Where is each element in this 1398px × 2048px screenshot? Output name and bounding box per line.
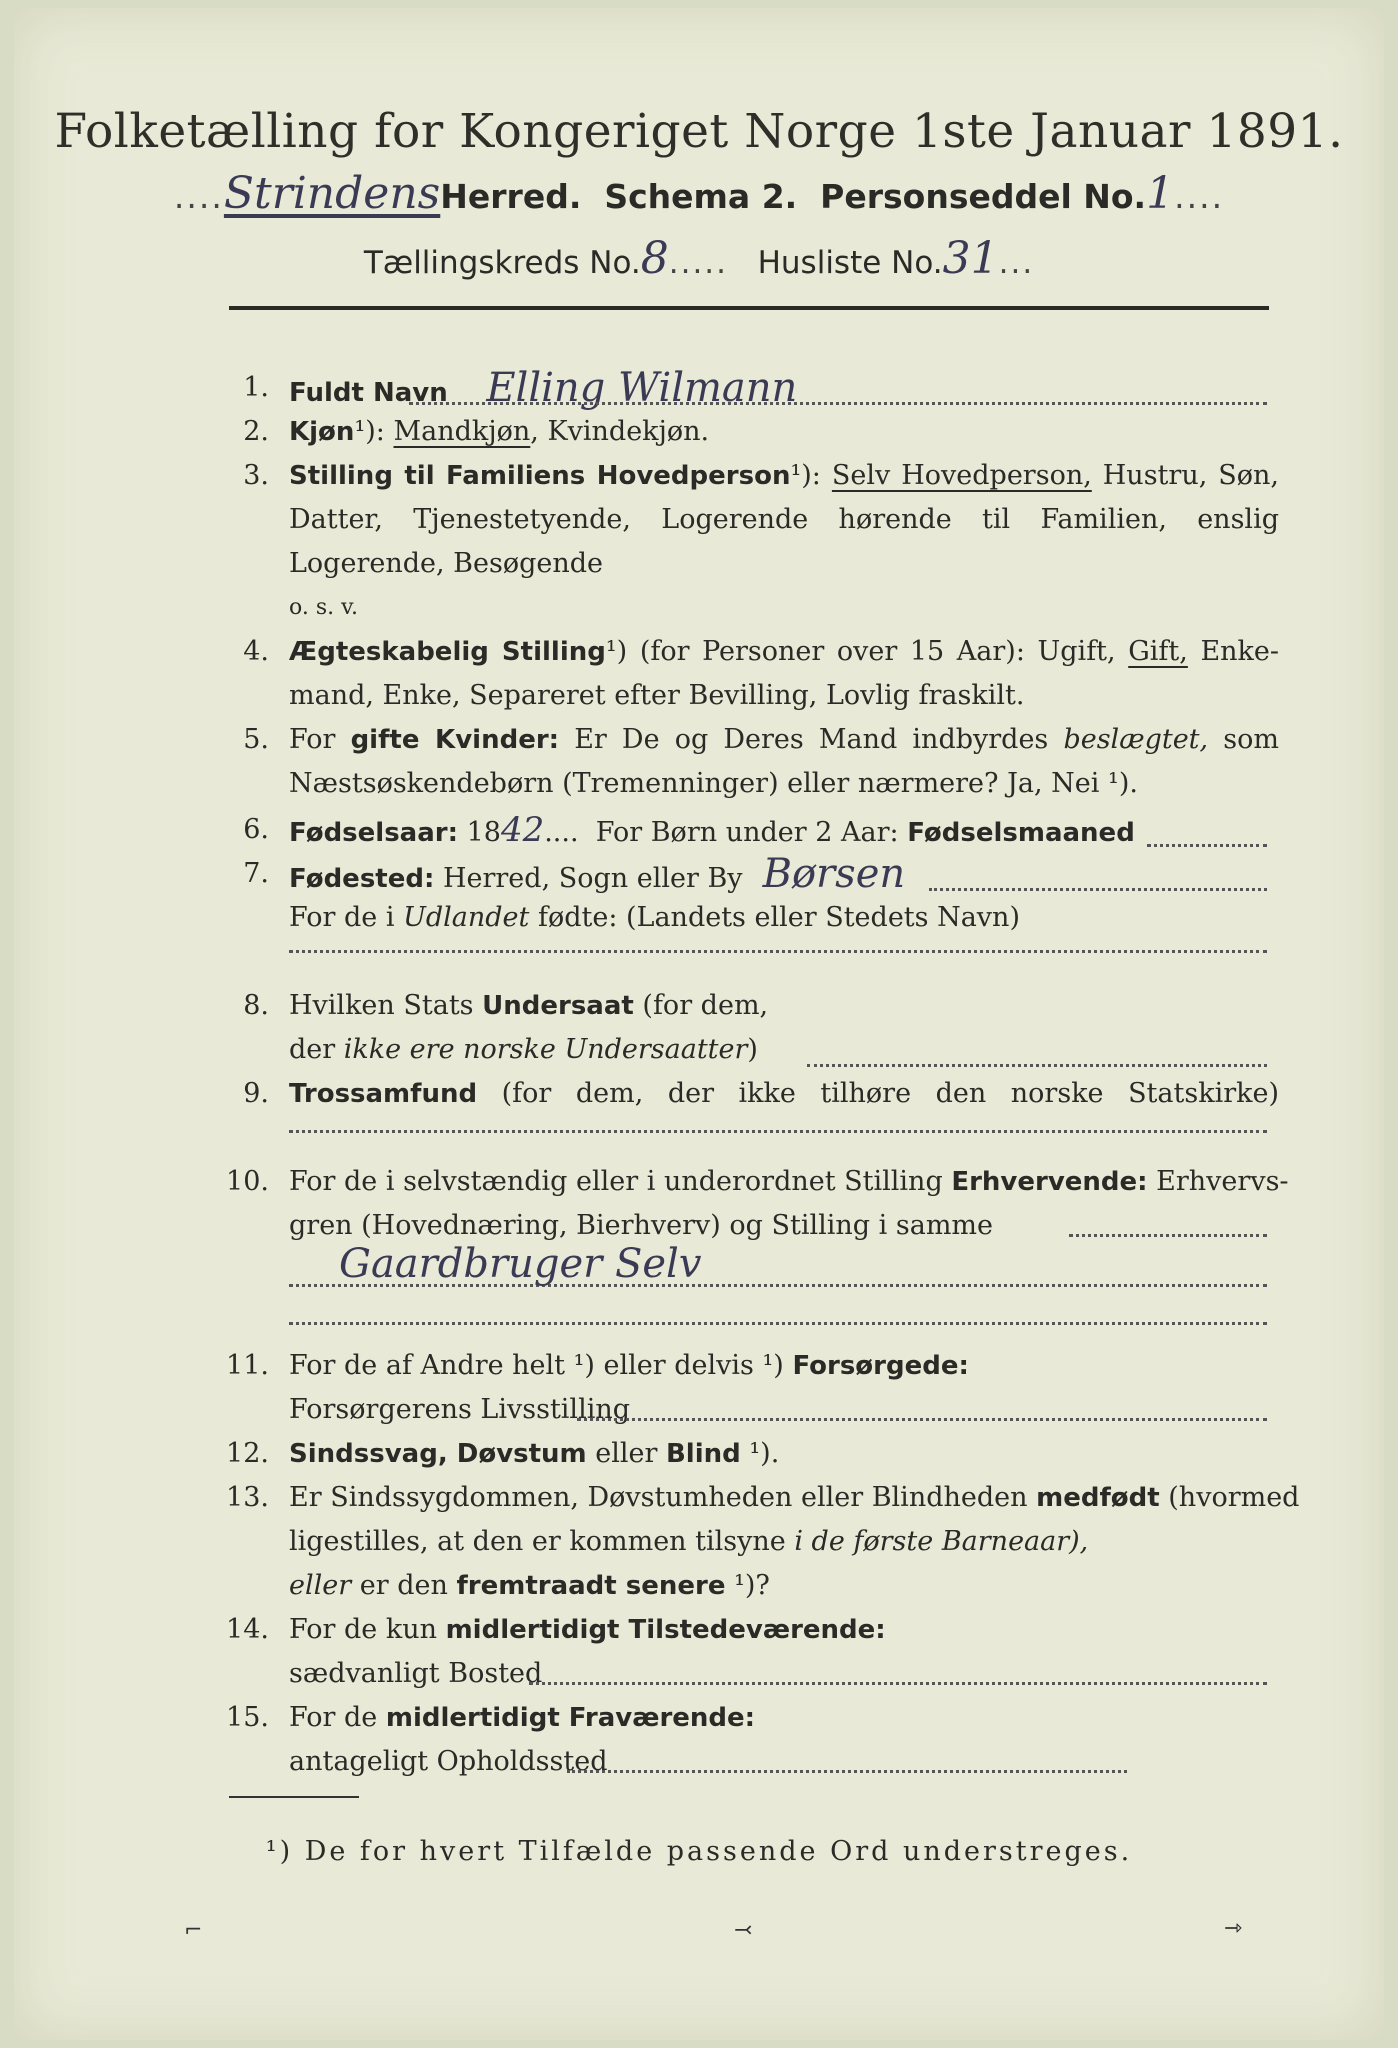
supported-label: Forsørgede: xyxy=(792,1351,969,1381)
abroad-leader xyxy=(289,950,1267,953)
q13-line-3a: er den xyxy=(359,1570,448,1601)
q8-line-2a: der xyxy=(289,1034,336,1065)
footnote-ref: ¹): xyxy=(790,460,821,491)
question-number: 12. xyxy=(226,1438,269,1469)
q8-text: (for dem, xyxy=(642,990,769,1021)
occupation-value: Gaardbruger Selv xyxy=(339,1241,702,1287)
married-women-label: gifte Kvinder: xyxy=(350,725,560,755)
sex-options: , Kvindekjøn. xyxy=(530,416,710,447)
header-line: ....StrindensHerred. Schema 2. Personseddel No.1.... xyxy=(173,168,1225,219)
name-value: Elling Wilmann xyxy=(486,365,798,411)
q10-rest: Erhvervs- xyxy=(1156,1166,1289,1197)
q15-line-2: antageligt Opholdssted xyxy=(289,1746,608,1777)
position-options-2: Datter, Tjenestetyende, Logerende hørende til Familien, enslig xyxy=(289,504,1279,535)
provider-leader xyxy=(577,1418,1267,1421)
position-options: Hustru, Søn, xyxy=(1102,460,1279,491)
footnote: ¹) De for hvert Tilfælde passende Ord understreges. xyxy=(265,1836,1133,1867)
q13-line-3i: eller xyxy=(289,1570,352,1601)
question-number: 13. xyxy=(226,1482,269,1513)
citizenship-leader xyxy=(807,1064,1267,1067)
q7-line-2i: Udlandet xyxy=(403,902,530,933)
citizenship-label: Undersaat xyxy=(482,991,634,1021)
q15-pre: For de xyxy=(289,1702,378,1733)
position-options-3: Logerende, Besøgende xyxy=(289,548,603,579)
birth-month-label: Fødselsmaaned xyxy=(907,818,1135,848)
q12-text: eller xyxy=(595,1438,658,1469)
question-number: 14. xyxy=(226,1614,269,1645)
herred-label: Herred. xyxy=(440,177,582,216)
q5-pre: For xyxy=(289,724,336,755)
form-title: Folketælling for Kongeriget Norge 1ste Januar 1891. xyxy=(54,104,1344,159)
schema-label: Schema 2. xyxy=(604,177,798,216)
q13-line-2i: i de første Barneaar), xyxy=(794,1526,1089,1557)
q14-line-2: sædvanligt Bosted xyxy=(289,1658,543,1689)
question-number: 7. xyxy=(243,858,269,889)
q5-text: Er De og Deres Mand indbyrdes xyxy=(574,724,1049,755)
q13-rest: (hvormed xyxy=(1168,1482,1300,1513)
position-selected: Selv Hovedperson, xyxy=(831,460,1092,491)
marital-options-2: mand, Enke, Separeret efter Bevilling, Lovlig fraskilt. xyxy=(289,680,1025,711)
q5-italic: beslægtet, xyxy=(1063,724,1209,755)
header-rule xyxy=(229,306,1269,310)
temporary-absent-label: midlertidigt Fraværende: xyxy=(385,1703,756,1733)
footnote-ref: ¹) xyxy=(605,636,628,667)
question-number: 3. xyxy=(243,460,269,491)
occupation-leader xyxy=(1069,1234,1267,1237)
herred-value: Strindens xyxy=(223,168,441,219)
disability-label: Sindssvag, Døvstum xyxy=(289,1439,587,1469)
q7-line-2b: fødte: (Landets eller Stedets Navn) xyxy=(537,902,1020,933)
birthplace-value: Børsen xyxy=(762,851,906,897)
corner-mark-icon: ⌐ xyxy=(184,1918,203,1943)
blind-label: Blind xyxy=(665,1439,741,1469)
marital-options: (for Personer over 15 Aar): Ugift, xyxy=(639,636,1116,667)
q10-line-2: gren (Hovednæring, Bierhverv) og Stilling i samme xyxy=(289,1210,994,1241)
marital-selected: Gift, xyxy=(1128,636,1188,667)
question-number: 5. xyxy=(243,724,269,755)
q8-pre: Hvilken Stats xyxy=(289,990,474,1021)
center-mark-icon: ⤙ xyxy=(734,1918,753,1943)
right-mark-icon: ⇾ xyxy=(1224,1916,1243,1941)
question-number: 8. xyxy=(243,990,269,1021)
occupation-extra-leader xyxy=(289,1322,1267,1325)
q12-rest: ¹). xyxy=(749,1438,780,1469)
question-number: 2. xyxy=(243,416,269,447)
question-number: 9. xyxy=(243,1078,269,1109)
name-leader xyxy=(409,402,1267,405)
residence-leader xyxy=(529,1682,1267,1685)
question-number: 6. xyxy=(243,814,269,845)
birth-year-label: Fødselsaar: xyxy=(289,818,458,848)
q5-line-2: Næstsøskendebørn (Tremenninger) eller nærmere? Ja, Nei ¹). xyxy=(289,768,1138,799)
q11-line-2: Forsørgerens Livsstilling xyxy=(289,1394,631,1425)
kreds-value: 8 xyxy=(640,233,669,284)
birthplace-label: Fødested: xyxy=(289,864,435,894)
sex-selected: Mandkjøn xyxy=(393,416,531,447)
religion-leader xyxy=(289,1130,1267,1133)
abode-leader xyxy=(567,1770,1127,1773)
kreds-label: Tællingskreds No. xyxy=(363,245,641,281)
census-form: Folketælling for Kongeriget Norge 1ste Januar 1891. ....StrindensHerred. Schema 2. Personseddel No.1.... Tællingskreds No.8..... Husliste No.31... 1. Fuldt Navn Elling Wilmann 2. Kjøn¹): Mandkjøn, Kvindekjøn. 3. Stilling til Familiens Hovedperson¹): Selv Hovedperson, Hustru, Søn, Datter, Tjenestetyende, Logerende hørende til Familien, enslig Logerende, Besøgende o. s. v. 4. Ægteskabelig Stilling¹) (for Personer over 15 Aar): Ugift, Gift, Enke- mand, Enke, Separeret efter Bevilling, Lovlig fraskilt. 5. For gifte Kvinder: Er De og Deres Mand indbyrdes beslægtet, som Næstsøskendebørn (Tremenninger) eller nærmere? Ja, Nei ¹). 6. Fødselsaar: 1842.... For Børn under 2 Aar: Fødselsmaaned 7. Fødested: Herred, Sogn eller By Børsen For de i Udlandet fødte: (Landets eller Stedets Navn) 8. Hvilken Stats Undersaat (for dem, der ikke ere norske Undersaatter) 9. Trossamfund (for dem, der ikke tilhøre den norske Statskirke) 10. For de i selvstændig eller i underordnet Stilling Erhvervende: Erhvervs- gren (Hovednæring, Bierhverv) og Stilling i samme Gaardbruger Selv 11. For de af Andre helt ¹) eller delvis ¹) Forsørgede: Forsørgerens Livsstilling 12. Sindssvag, Døvstum eller Blind ¹). 13. Er Sindssygdommen, Døvstumheden eller Blindheden medfødt (hvormed ligestilles, at den er kommen tilsyne i de første Barneaar), eller er den fremtraadt senere ¹)? 14. For de kun midlertidigt Tilstedeværende: sædvanligt Bosted 15. For de midlertidigt Fraværende: antageligt Opholdssted ¹) De for hvert Tilfælde passende Ord understreges. ⌐ ⤙ ⇾ xyxy=(14,8,1384,2040)
footnote-ref: ¹): xyxy=(354,416,385,447)
husliste-label: Husliste No. xyxy=(757,245,943,281)
q8-line-2i: ikke ere norske Undersaatter xyxy=(343,1034,748,1065)
q7-text: Herred, Sogn eller By xyxy=(442,863,743,894)
birth-year-prefix: 18 xyxy=(466,817,501,848)
birth-month-leader xyxy=(1147,844,1267,847)
birth-year-value: 42 xyxy=(500,810,545,850)
position-label: Stilling til Familiens Hovedperson xyxy=(289,461,791,491)
q6-text: For Børn under 2 Aar: xyxy=(595,817,899,848)
subheader-line: Tællingskreds No.8..... Husliste No.31... xyxy=(363,233,1035,284)
religion-label: Trossamfund xyxy=(289,1079,478,1109)
question-number: 15. xyxy=(226,1702,269,1733)
position-options-4: o. s. v. xyxy=(289,595,358,620)
question-number: 10. xyxy=(226,1166,269,1197)
q8-line-2b: ) xyxy=(747,1034,758,1065)
question-number: 11. xyxy=(226,1350,269,1381)
q13-line-2a: ligestilles, at den er kommen tilsyne xyxy=(289,1526,786,1557)
q10-pre: For de i selvstændig eller i underordnet Stilling xyxy=(289,1166,943,1197)
occupation-label: Erhvervende: xyxy=(951,1167,1148,1197)
question-number: 4. xyxy=(243,636,269,667)
marital-options-rest: Enke- xyxy=(1200,636,1280,667)
congenital-label: medfødt xyxy=(1036,1483,1160,1513)
personseddel-value: 1 xyxy=(1146,168,1175,219)
q7-line-2a: For de i xyxy=(289,902,395,933)
personseddel-label: Personseddel No. xyxy=(820,177,1147,216)
later-onset-label: fremtraadt senere xyxy=(456,1571,726,1601)
birthplace-leader xyxy=(929,888,1267,891)
q9-text: (for dem, der ikke tilhøre den norske Statskirke) xyxy=(501,1078,1279,1109)
husliste-value: 31 xyxy=(942,233,999,284)
footnote-rule xyxy=(229,1796,359,1798)
temporary-present-label: midlertidigt Tilstedeværende: xyxy=(445,1615,886,1645)
marital-label: Ægteskabelig Stilling xyxy=(289,637,606,667)
q11-pre: For de af Andre helt ¹) eller delvis ¹) xyxy=(289,1350,784,1381)
q13-line-3c: ¹)? xyxy=(734,1570,770,1601)
q14-pre: For de kun xyxy=(289,1614,437,1645)
q5-rest: som xyxy=(1223,724,1279,755)
name-label: Fuldt Navn xyxy=(289,378,448,408)
sex-label: Kjøn xyxy=(289,417,355,447)
q13-pre: Er Sindssygdommen, Døvstumheden eller Blindheden xyxy=(289,1482,1028,1513)
question-number: 1. xyxy=(243,372,269,403)
